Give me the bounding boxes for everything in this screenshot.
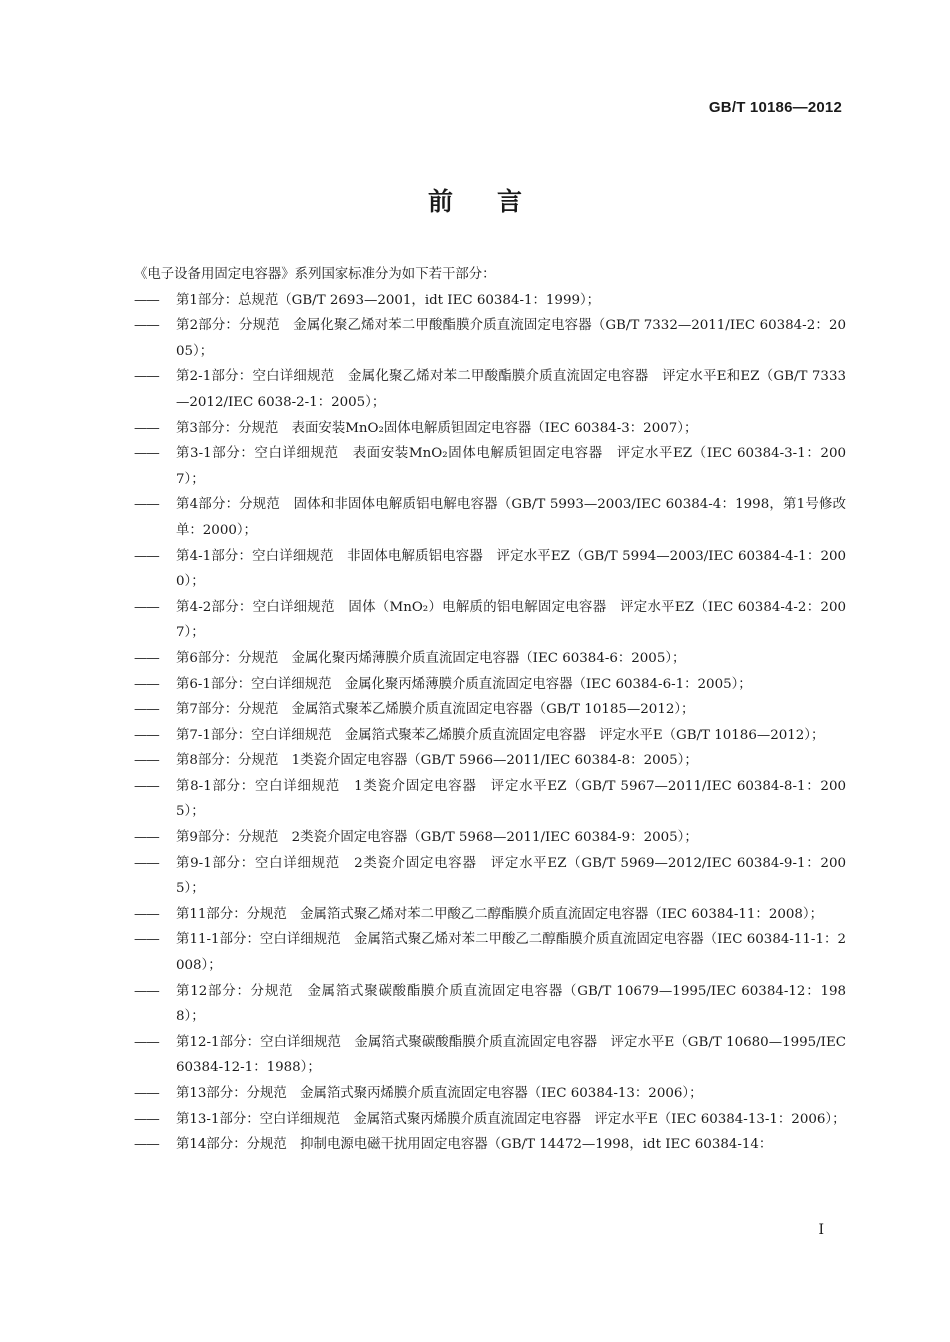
page-number: I bbox=[818, 1222, 824, 1238]
list-dash: —— bbox=[134, 702, 159, 718]
list-item-text: 第6部分：分规范 金属化聚丙烯薄膜介质直流固定电容器（IEC 60384-6：2005）； bbox=[176, 650, 686, 666]
list-item-text: 第2部分：分规范 金属化聚乙烯对苯二甲酸酯膜介质直流固定电容器（GB/T 7332—2011/IEC 60384-2：2005）； bbox=[176, 318, 846, 359]
intro-paragraph: 《电子设备用固定电容器》系列国家标准分为如下若干部分： bbox=[134, 267, 496, 282]
list-item bbox=[134, 595, 846, 646]
list-item bbox=[134, 979, 846, 1030]
list-item bbox=[134, 902, 846, 928]
list-item-text: 第8部分：分规范 1类瓷介固定电容器（GB/T 5966—2011/IEC 60384-8：2005）； bbox=[176, 753, 698, 769]
list-item-text: 第13部分：分规范 金属箔式聚丙烯膜介质直流固定电容器（IEC 60384-13：2006）； bbox=[176, 1086, 703, 1101]
list-item-text: 第9部分：分规范 2类瓷介固定电容器（GB/T 5968—2011/IEC 60384-9：2005）； bbox=[176, 830, 698, 846]
list-item bbox=[134, 748, 846, 774]
list-item-text: 第3-1部分：空白详细规范 表面安装MnO₂固体电解质钽固定电容器 评定水平EZ（IEC 60384-3-1：2007）； bbox=[176, 446, 846, 487]
list-item bbox=[134, 1107, 846, 1133]
list-item-text: 第1部分：总规范（GB/T 2693—2001，idt IEC 60384-1：1999）； bbox=[176, 292, 601, 308]
list-item-text: 第12-1部分：空白详细规范 金属箔式聚碳酸酯膜介质直流固定电容器 评定水平E（GB/T 10680—1995/IEC 60384-12-1：1988）； bbox=[176, 1034, 846, 1076]
list-item-text: 第6-1部分：空白详细规范 金属化聚丙烯薄膜介质直流固定电容器（IEC 60384-6-1：2005）； bbox=[176, 676, 752, 692]
list-item-text: 第11-1部分：空白详细规范 金属箔式聚乙烯对苯二甲酸乙二醇酯膜介质直流固定电容器（IEC 60384-11-1：2008）； bbox=[176, 932, 846, 974]
list-item-text: 第7-1部分：空白详细规范 金属箔式聚苯乙烯膜介质直流固定电容器 评定水平E（GB/T 10186—2012）； bbox=[176, 727, 825, 743]
list-item bbox=[134, 646, 846, 672]
list-dash: —— bbox=[134, 983, 159, 999]
list-dash: —— bbox=[134, 1137, 159, 1153]
list-dash: —— bbox=[134, 599, 159, 615]
list-dash: —— bbox=[134, 369, 159, 385]
list-item-text: 第8-1部分：空白详细规范 1类瓷介固定电容器 评定水平EZ（GB/T 5967—2011/IEC 60384-8-1：2005）； bbox=[176, 778, 846, 820]
list-item bbox=[134, 416, 846, 442]
list-item bbox=[134, 927, 846, 978]
list-dash: —— bbox=[134, 548, 159, 564]
list-item-text: 第14部分：分规范 抑制电源电磁干扰用固定电容器（GB/T 14472—1998，idt IEC 60384-14： bbox=[176, 1137, 773, 1153]
list-item-text: 第3部分：分规范 表面安装MnO₂固体电解质钽固定电容器（IEC 60384-3：2007）； bbox=[176, 420, 698, 436]
list-dash: —— bbox=[134, 292, 159, 308]
list-dash: —— bbox=[134, 727, 159, 743]
list-item-text: 第13-1部分：空白详细规范 金属箔式聚丙烯膜介质直流固定电容器 评定水平E（IEC 60384-13-1：2006）； bbox=[176, 1111, 846, 1127]
list-item-text: 第4-2部分：空白详细规范 固体（MnO₂）电解质的铝电解固定电容器 评定水平EZ（IEC 60384-4-2：2007）； bbox=[176, 599, 846, 641]
list-dash: —— bbox=[134, 650, 159, 666]
list-item bbox=[134, 672, 846, 698]
page-title bbox=[0, 182, 950, 218]
list-dash: —— bbox=[134, 676, 159, 692]
list-dash: —— bbox=[134, 1034, 159, 1050]
list-item bbox=[134, 544, 846, 595]
list-item bbox=[134, 1081, 846, 1107]
list-item bbox=[134, 697, 846, 723]
list-item bbox=[134, 774, 846, 825]
list-item bbox=[134, 851, 846, 902]
list-dash: —— bbox=[134, 497, 159, 513]
list-dash: —— bbox=[134, 906, 159, 922]
page-title-char-1: 前 bbox=[427, 187, 453, 216]
list-item bbox=[134, 313, 846, 364]
list-item bbox=[134, 492, 846, 543]
parts-list bbox=[134, 288, 846, 1158]
list-item-text: 第2-1部分：空白详细规范 金属化聚乙烯对苯二甲酸酯膜介质直流固定电容器 评定水平E和EZ（GB/T 7333—2012/IEC 6038-2-1：2005）； bbox=[176, 369, 846, 410]
list-dash: —— bbox=[134, 420, 159, 436]
list-item-text: 第12部分：分规范 金属箔式聚碳酸酯膜介质直流固定电容器（GB/T 10679—1995/IEC 60384-12：1988）； bbox=[176, 983, 846, 1025]
list-dash: —— bbox=[134, 753, 159, 769]
list-item bbox=[134, 825, 846, 851]
list-dash: —— bbox=[134, 830, 159, 846]
page-title-char-2: 言 bbox=[497, 187, 523, 216]
list-item bbox=[134, 288, 846, 314]
list-item bbox=[134, 1030, 846, 1081]
list-item bbox=[134, 1132, 846, 1158]
foreword-body bbox=[134, 262, 846, 1158]
list-dash: —— bbox=[134, 1111, 159, 1127]
list-item bbox=[134, 723, 846, 749]
list-item-text: 第4-1部分：空白详细规范 非固体电解质铝电容器 评定水平EZ（GB/T 5994—2003/IEC 60384-4-1：2000）； bbox=[176, 548, 846, 590]
list-item-text: 第9-1部分：空白详细规范 2类瓷介固定电容器 评定水平EZ（GB/T 5969—2012/IEC 60384-9-1：2005）； bbox=[176, 855, 846, 897]
list-dash: —— bbox=[134, 318, 159, 334]
list-item bbox=[134, 441, 846, 492]
list-dash: —— bbox=[134, 1086, 159, 1101]
list-dash: —— bbox=[134, 855, 159, 871]
list-item-text: 第4部分：分规范 固体和非固体电解质铝电解电容器（GB/T 5993—2003/IEC 60384-4：1998，第1号修改单：2000）； bbox=[176, 497, 846, 538]
list-item bbox=[134, 364, 846, 415]
list-item-text: 第7部分：分规范 金属箔式聚苯乙烯膜介质直流固定电容器（GB/T 10185—2012）； bbox=[176, 702, 695, 718]
standard-number: GB/T 10186—2012 bbox=[708, 99, 842, 116]
list-dash: —— bbox=[134, 932, 159, 948]
list-dash: —— bbox=[134, 446, 159, 462]
list-dash: —— bbox=[134, 778, 159, 794]
list-item-text: 第11部分：分规范 金属箔式聚乙烯对苯二甲酸乙二醇酯膜介质直流固定电容器（IEC 60384-11：2008）； bbox=[176, 906, 823, 922]
